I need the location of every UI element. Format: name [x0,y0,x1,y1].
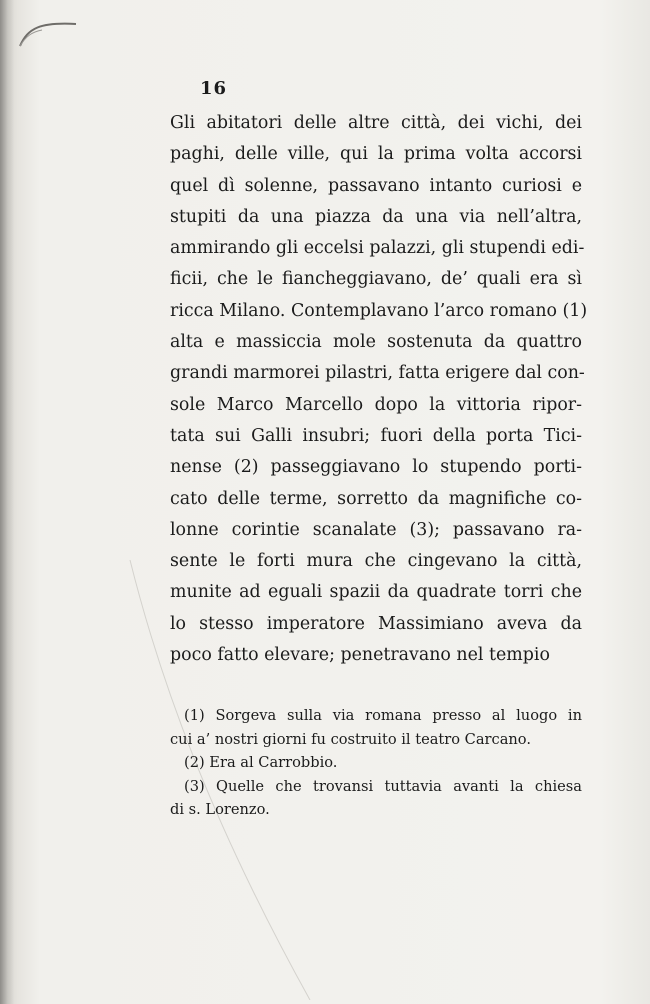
text-line: lo stesso imperatore Massimiano aveva da [170,613,582,634]
text-line: ammirando gli eccelsi palazzi, gli stupendi edi- [170,238,585,259]
text-line: stupiti da una piazza da una via nell’altra, [170,206,582,227]
body-text [170,108,588,671]
binding-shadow [0,0,14,1004]
text-line: lonne corintie scanalate (3); passavano ra- [170,519,582,540]
text-line: alta e massiccia mole sostenuta da quattro [170,332,582,353]
footnote-line: (2) Era al Carrobbio. [184,754,338,771]
footnote-line: (3) Quelle che trovansi tuttavia avanti la chiesa [184,777,582,795]
footnotes [170,704,582,822]
text-line: Gli abitatori delle altre città, dei vichi, dei [170,113,582,133]
text-line: sente le forti mura che cingevano la città, [170,551,582,572]
text-line: poco fatto elevare; penetravano nel tempio [170,645,550,666]
footnote-1 [170,704,582,751]
page-number: 16 [200,78,228,99]
footnote-line: (1) Sorgeva sulla via romana presso al luogo in [184,707,582,724]
footnote-line: cui a’ nostri giorni fu costruito il teatro Carcano. [170,730,531,748]
text-line: nense (2) passeggiavano lo stupendo porti- [170,457,582,478]
text-line: paghi, delle ville, qui la prima volta accorsi [170,144,582,165]
text-line: sole Marco Marcello dopo la vittoria ripor- [170,394,582,415]
text-line: quel dì solenne, passavano intanto curiosi e [170,175,582,196]
text-line: ricca Milano. Contemplavano l’arco romano (1) [170,300,588,321]
text-line: munite ad eguali spazii da quadrate torri che [170,582,582,603]
footnote-3 [170,775,582,822]
text-line: cato delle terme, sorretto da magnifiche co- [170,488,582,509]
text-line: ficii, che le fiancheggiavano, de’ quali era sì [170,269,582,290]
footnote-2 [184,751,582,775]
text-line: tata sui Galli insubri; fuori della porta Tici- [170,425,582,446]
corner-paper-mark [18,18,78,48]
text-line: grandi marmorei pilastri, fatta erigere dal con- [170,363,585,384]
footnote-line: di s. Lorenzo. [170,801,270,818]
